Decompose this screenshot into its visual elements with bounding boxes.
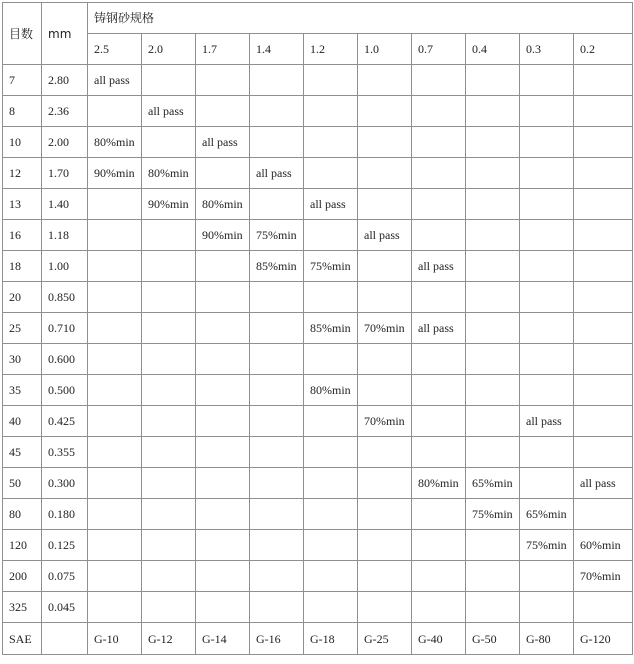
spec-cell [412, 158, 466, 189]
steel-grit-spec-table [2, 2, 633, 655]
spec-cell [196, 313, 250, 344]
spec-cell [142, 313, 196, 344]
spec-cell [466, 65, 520, 96]
spec-cell [520, 220, 574, 251]
mm-cell: 0.710 [42, 313, 88, 344]
mesh-cell: 30 [3, 344, 42, 375]
spec-cell [574, 189, 633, 220]
mesh-cell: 18 [3, 251, 42, 282]
mm-cell: 0.850 [42, 282, 88, 313]
spec-cell [412, 499, 466, 530]
table-row [3, 158, 633, 189]
spec-cell [196, 561, 250, 592]
spec-cell [520, 96, 574, 127]
spec-cell: all pass [88, 65, 142, 96]
mesh-cell: 50 [3, 468, 42, 499]
spec-cell: 85%min [304, 313, 358, 344]
sae-grade: G-16 [250, 623, 304, 655]
spec-cell [412, 561, 466, 592]
table-row [3, 406, 633, 437]
spec-cell [520, 189, 574, 220]
table-row [3, 65, 633, 96]
spec-cell [250, 344, 304, 375]
spec-cell [88, 530, 142, 561]
sae-grade: G-25 [358, 623, 412, 655]
mm-cell: 0.180 [42, 499, 88, 530]
spec-cell [250, 499, 304, 530]
mesh-cell: 120 [3, 530, 42, 561]
sae-mm-cell [42, 623, 88, 655]
spec-cell [358, 592, 412, 623]
spec-cell [142, 499, 196, 530]
spec-cell: 80%min [196, 189, 250, 220]
spec-cell: 90%min [88, 158, 142, 189]
spec-cell [412, 344, 466, 375]
spec-cell: all pass [520, 406, 574, 437]
table-row [3, 251, 633, 282]
table-row [3, 344, 633, 375]
size-header-row [3, 34, 633, 65]
spec-cell [520, 561, 574, 592]
table-row [3, 530, 633, 561]
spec-cell [250, 282, 304, 313]
table-row [3, 220, 633, 251]
spec-cell [574, 282, 633, 313]
spec-cell [250, 96, 304, 127]
size-header: 0.2 [574, 34, 633, 65]
spec-cell [304, 158, 358, 189]
spec-cell [142, 127, 196, 158]
spec-cell [466, 437, 520, 468]
mesh-cell: 13 [3, 189, 42, 220]
spec-cell: 75%min [250, 220, 304, 251]
mesh-cell: 25 [3, 313, 42, 344]
table-row [3, 375, 633, 406]
spec-cell [574, 406, 633, 437]
spec-cell [88, 437, 142, 468]
sae-grade: G-80 [520, 623, 574, 655]
spec-cell [250, 468, 304, 499]
spec-cell [250, 530, 304, 561]
spec-cell [358, 251, 412, 282]
table-row [3, 437, 633, 468]
size-header: 1.7 [196, 34, 250, 65]
table-row [3, 313, 633, 344]
spec-cell [142, 375, 196, 406]
mesh-cell: 20 [3, 282, 42, 313]
spec-cell [358, 530, 412, 561]
mesh-cell: 325 [3, 592, 42, 623]
spec-cell: 75%min [520, 530, 574, 561]
spec-cell [358, 344, 412, 375]
size-header: 2.5 [88, 34, 142, 65]
spec-cell [196, 282, 250, 313]
spec-cell [250, 313, 304, 344]
spec-cell [250, 65, 304, 96]
spec-cell [142, 282, 196, 313]
spec-cell [88, 468, 142, 499]
spec-cell [466, 251, 520, 282]
spec-cell: 80%min [88, 127, 142, 158]
spec-cell [250, 189, 304, 220]
spec-cell [466, 96, 520, 127]
spec-cell [466, 220, 520, 251]
mm-cell: 2.80 [42, 65, 88, 96]
spec-cell [412, 65, 466, 96]
mm-cell: 0.075 [42, 561, 88, 592]
spec-cell [358, 468, 412, 499]
size-header: 2.0 [142, 34, 196, 65]
sae-grade: G-40 [412, 623, 466, 655]
spec-cell [304, 468, 358, 499]
spec-cell [304, 65, 358, 96]
spec-cell [520, 127, 574, 158]
spec-cell [574, 65, 633, 96]
spec-cell [196, 65, 250, 96]
table-row [3, 499, 633, 530]
spec-cell [196, 375, 250, 406]
table-row [3, 561, 633, 592]
spec-cell [358, 96, 412, 127]
spec-cell: 70%min [358, 406, 412, 437]
spec-cell [88, 406, 142, 437]
spec-cell [574, 96, 633, 127]
spec-cell [304, 530, 358, 561]
spec-cell [358, 437, 412, 468]
spec-cell [520, 344, 574, 375]
sae-label: SAE [3, 623, 42, 655]
spec-cell: 85%min [250, 251, 304, 282]
spec-cell [304, 344, 358, 375]
spec-cell [466, 406, 520, 437]
spec-cell [250, 406, 304, 437]
sae-row [3, 623, 633, 655]
spec-cell [250, 375, 304, 406]
spec-cell [466, 561, 520, 592]
size-header: 1.2 [304, 34, 358, 65]
spec-cell [250, 127, 304, 158]
spec-cell: 75%min [304, 251, 358, 282]
mm-cell: 1.18 [42, 220, 88, 251]
sae-grade: G-12 [142, 623, 196, 655]
spec-cell [196, 251, 250, 282]
spec-cell [358, 282, 412, 313]
spec-cell [196, 437, 250, 468]
sae-grade: G-14 [196, 623, 250, 655]
spec-cell [466, 375, 520, 406]
spec-cell [574, 375, 633, 406]
mesh-cell: 12 [3, 158, 42, 189]
spec-cell [250, 561, 304, 592]
spec-cell [412, 592, 466, 623]
mesh-header: 目数 [3, 3, 42, 65]
mm-cell: 1.70 [42, 158, 88, 189]
mm-cell: 0.425 [42, 406, 88, 437]
spec-cell [412, 189, 466, 220]
spec-cell [574, 592, 633, 623]
size-header: 1.0 [358, 34, 412, 65]
spec-cell [412, 220, 466, 251]
spec-cell [88, 561, 142, 592]
spec-cell: 80%min [412, 468, 466, 499]
spec-cell: 70%min [574, 561, 633, 592]
mm-cell: 0.045 [42, 592, 88, 623]
spec-cell [574, 158, 633, 189]
spec-cell [142, 251, 196, 282]
mesh-cell: 16 [3, 220, 42, 251]
spec-cell: all pass [412, 313, 466, 344]
spec-cell [304, 561, 358, 592]
spec-cell [574, 344, 633, 375]
spec-cell: 60%min [574, 530, 633, 561]
size-header: 0.3 [520, 34, 574, 65]
spec-cell [196, 499, 250, 530]
spec-cell: all pass [358, 220, 412, 251]
spec-cell: all pass [196, 127, 250, 158]
spec-cell [142, 344, 196, 375]
spec-cell: 80%min [142, 158, 196, 189]
mm-cell: 2.36 [42, 96, 88, 127]
spec-cell [304, 499, 358, 530]
spec-cell: all pass [574, 468, 633, 499]
spec-cell [520, 375, 574, 406]
spec-cell [88, 96, 142, 127]
mesh-cell: 7 [3, 65, 42, 96]
mm-cell: 0.125 [42, 530, 88, 561]
spec-cell [412, 127, 466, 158]
spec-cell [520, 592, 574, 623]
spec-cell [196, 592, 250, 623]
spec-cell [358, 375, 412, 406]
spec-cell [304, 220, 358, 251]
spec-cell [520, 282, 574, 313]
spec-cell [304, 406, 358, 437]
spec-cell: all pass [142, 96, 196, 127]
spec-cell [142, 65, 196, 96]
table-row [3, 282, 633, 313]
mm-cell: 0.355 [42, 437, 88, 468]
spec-cell [142, 592, 196, 623]
table-row [3, 127, 633, 158]
spec-cell [466, 189, 520, 220]
mm-cell: 2.00 [42, 127, 88, 158]
table-row [3, 96, 633, 127]
spec-cell [412, 282, 466, 313]
spec-cell: all pass [250, 158, 304, 189]
spec-cell: all pass [412, 251, 466, 282]
mm-cell: 1.40 [42, 189, 88, 220]
spec-cell [574, 251, 633, 282]
spec-cell [196, 468, 250, 499]
mesh-cell: 8 [3, 96, 42, 127]
sae-grade: G-18 [304, 623, 358, 655]
spec-cell [412, 375, 466, 406]
spec-cell [520, 158, 574, 189]
spec-cell [88, 592, 142, 623]
spec-cell [304, 592, 358, 623]
spec-cell [142, 437, 196, 468]
spec-cell [196, 406, 250, 437]
spec-cell [520, 65, 574, 96]
spec-cell [358, 158, 412, 189]
spec-cell [358, 561, 412, 592]
spec-cell [196, 96, 250, 127]
spec-cell [466, 344, 520, 375]
mesh-cell: 10 [3, 127, 42, 158]
size-header: 0.7 [412, 34, 466, 65]
spec-cell [142, 561, 196, 592]
spec-cell [412, 96, 466, 127]
spec-cell [520, 313, 574, 344]
spec-cell [196, 344, 250, 375]
spec-cell [520, 251, 574, 282]
spec-cell [304, 282, 358, 313]
size-header: 0.4 [466, 34, 520, 65]
spec-cell [88, 189, 142, 220]
spec-cell: 75%min [466, 499, 520, 530]
spec-cell: 90%min [196, 220, 250, 251]
spec-cell [466, 158, 520, 189]
spec-cell: 70%min [358, 313, 412, 344]
spec-cell [520, 437, 574, 468]
spec-cell [466, 282, 520, 313]
spec-cell [574, 437, 633, 468]
sae-grade: G-120 [574, 623, 633, 655]
mm-cell: 0.300 [42, 468, 88, 499]
spec-cell [412, 437, 466, 468]
sae-grade: G-10 [88, 623, 142, 655]
spec-cell [304, 437, 358, 468]
spec-cell [574, 499, 633, 530]
mm-cell: 1.00 [42, 251, 88, 282]
mesh-cell: 45 [3, 437, 42, 468]
mesh-cell: 40 [3, 406, 42, 437]
mm-cell: 0.500 [42, 375, 88, 406]
spec-cell: all pass [304, 189, 358, 220]
spec-cell [358, 499, 412, 530]
spec-cell [412, 530, 466, 561]
spec-cell [304, 127, 358, 158]
table-row [3, 468, 633, 499]
spec-cell [196, 158, 250, 189]
spec-cell [88, 313, 142, 344]
spec-cell [88, 375, 142, 406]
mesh-cell: 80 [3, 499, 42, 530]
mm-header: mm [42, 3, 88, 65]
spec-cell [520, 468, 574, 499]
spec-cell [574, 127, 633, 158]
spec-cell [466, 313, 520, 344]
spec-cell [250, 437, 304, 468]
table-row [3, 592, 633, 623]
spec-cell [304, 96, 358, 127]
spec-cell [196, 530, 250, 561]
spec-cell [88, 344, 142, 375]
spec-cell [412, 406, 466, 437]
spec-cell [358, 189, 412, 220]
spec-cell [88, 220, 142, 251]
spec-cell [142, 406, 196, 437]
table-row [3, 189, 633, 220]
spec-cell: 80%min [304, 375, 358, 406]
spec-cell: 65%min [466, 468, 520, 499]
spec-cell [466, 592, 520, 623]
spec-cell [250, 592, 304, 623]
spec-cell [88, 251, 142, 282]
spec-cell [142, 220, 196, 251]
spec-cell [466, 127, 520, 158]
header-row [3, 3, 633, 34]
mesh-cell: 200 [3, 561, 42, 592]
spec-cell [466, 530, 520, 561]
spec-cell [358, 65, 412, 96]
spec-cell [358, 127, 412, 158]
size-header: 1.4 [250, 34, 304, 65]
sae-grade: G-50 [466, 623, 520, 655]
spec-title: 铸钢砂规格 [88, 3, 633, 34]
spec-cell: 65%min [520, 499, 574, 530]
spec-cell [574, 313, 633, 344]
spec-cell [88, 282, 142, 313]
spec-cell [574, 220, 633, 251]
mm-cell: 0.600 [42, 344, 88, 375]
mesh-cell: 35 [3, 375, 42, 406]
spec-cell: 90%min [142, 189, 196, 220]
spec-cell [88, 499, 142, 530]
spec-cell [142, 530, 196, 561]
spec-cell [142, 468, 196, 499]
